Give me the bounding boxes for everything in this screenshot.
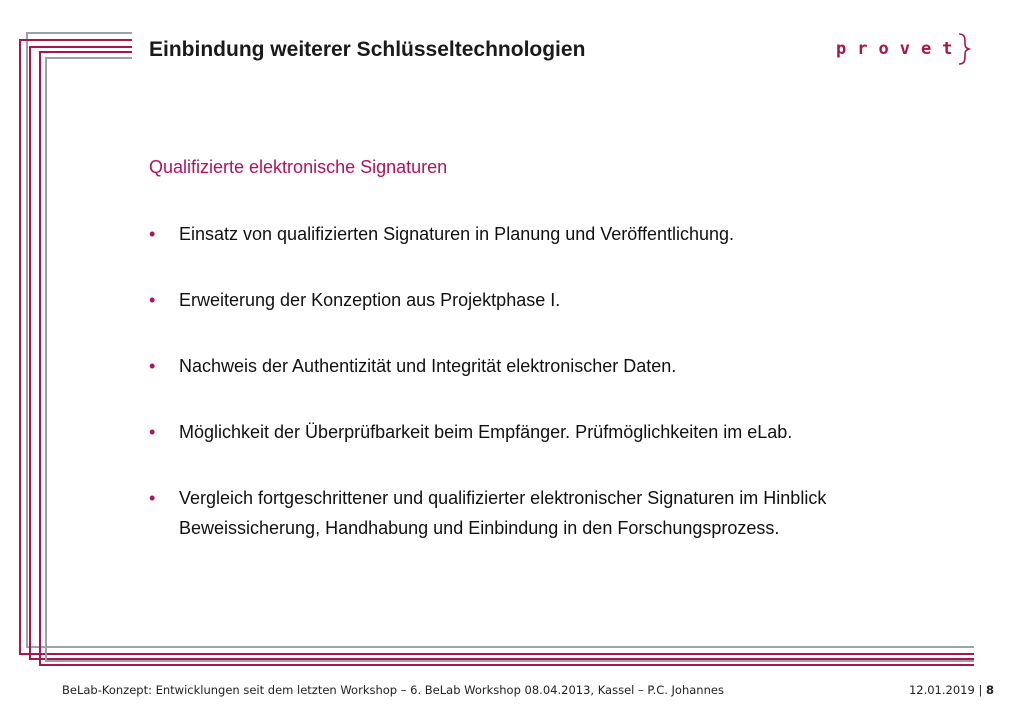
bullet-marker: • [149,224,156,244]
bullet-text: Möglichkeit der Überprüfbarkeit beim Empfänger. Prüfmöglichkeiten im eLab. [179,422,793,442]
section-subtitle: Qualifizierte elektronische Signaturen [149,157,448,177]
bullet-marker: • [149,488,156,508]
bullet-list [149,219,949,579]
bullet-text: Nachweis der Authentizität und Integrität elektronischer Daten. [179,356,677,376]
bullet-text: Vergleich fortgeschrittener und qualifizierter elektronischer Signaturen im Hinblick Beweissicherung, Handhabung und Einbindung in den Forschungsprozess. [179,488,827,538]
page-number: 8 [985,683,994,697]
bullet-marker: • [149,356,156,376]
logo-brace-icon [957,32,971,66]
footer-date: 12.01.2019 [908,683,975,697]
logo-text: provet [836,39,964,59]
footer-separator: | [978,683,983,697]
slide-title: Einbindung weiterer Schlüsseltechnologien [149,38,586,61]
provet-logo [836,32,971,66]
bullet-item [149,483,949,543]
footer-date-page [909,683,994,697]
bullet-text: Einsatz von qualifizierten Signaturen in Planung und Veröffentlichung. [179,224,735,244]
bullet-item [149,219,949,249]
bullet-item [149,351,949,381]
bullet-item [149,285,949,315]
bullet-item [149,417,949,447]
footer-citation: BeLab-Konzept: Entwicklungen seit dem letzten Workshop – 6. BeLab Workshop 08.04.2013, Kassel – P.C. Johannes [62,683,724,697]
bullet-text: Erweiterung der Konzeption aus Projektphase I. [179,290,561,310]
bullet-marker: • [149,422,156,442]
bullet-marker: • [149,290,156,310]
